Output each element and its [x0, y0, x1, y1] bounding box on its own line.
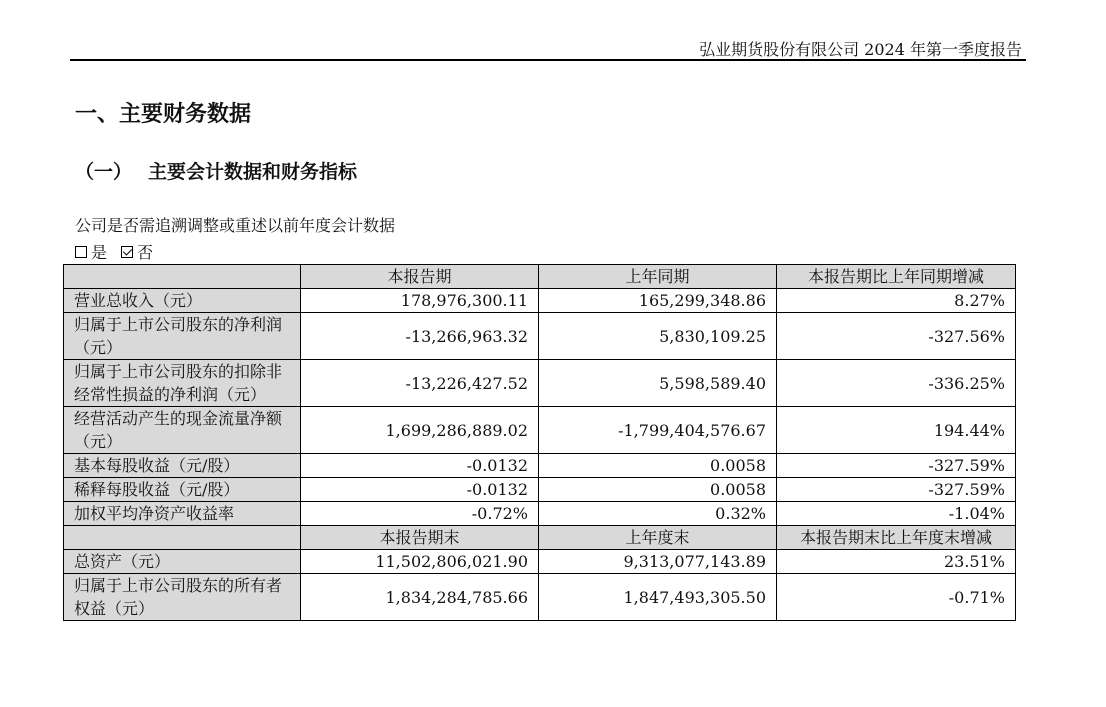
table-row	[64, 313, 1016, 360]
cell-value: 5,598,589.40	[539, 360, 777, 407]
option-no-label: 否	[137, 243, 154, 262]
cell-value: -327.59%	[777, 478, 1016, 502]
cell-value: 23.51%	[777, 550, 1016, 574]
row-label: 归属于上市公司股东的净利润（元）	[64, 313, 301, 360]
row-label: 归属于上市公司股东的所有者权益（元）	[64, 574, 301, 621]
cell-value: -0.72%	[301, 502, 539, 526]
cell-value: 9,313,077,143.89	[539, 550, 777, 574]
cell-value: 1,834,284,785.66	[301, 574, 539, 621]
table-header-cell: 上年度末	[539, 526, 777, 550]
cell-value: -1.04%	[777, 502, 1016, 526]
checkbox-yes[interactable]	[75, 246, 87, 258]
financial-data-table	[63, 264, 1016, 621]
page-header	[70, 33, 1026, 61]
restatement-question: 公司是否需追溯调整或重述以前年度会计数据	[75, 216, 396, 235]
cell-value: 8.27%	[777, 289, 1016, 313]
table-header-row	[64, 526, 1016, 550]
cell-value: -13,266,963.32	[301, 313, 539, 360]
table-header-row	[64, 265, 1016, 289]
table-row	[64, 478, 1016, 502]
option-yes-label: 是	[91, 243, 108, 262]
cell-value: 0.0058	[539, 454, 777, 478]
cell-value: 194.44%	[777, 407, 1016, 454]
cell-value: -0.0132	[301, 478, 539, 502]
cell-value: -13,226,427.52	[301, 360, 539, 407]
cell-value: -1,799,404,576.67	[539, 407, 777, 454]
row-label: 归属于上市公司股东的扣除非经常性损益的净利润（元）	[64, 360, 301, 407]
cell-value: 11,502,806,021.90	[301, 550, 539, 574]
cell-value: 1,699,286,889.02	[301, 407, 539, 454]
cell-value: -327.56%	[777, 313, 1016, 360]
cell-value: -336.25%	[777, 360, 1016, 407]
subsection-title	[75, 157, 357, 184]
table-header-cell: 上年同期	[539, 265, 777, 289]
table-row	[64, 454, 1016, 478]
cell-value: 0.0058	[539, 478, 777, 502]
table-row	[64, 360, 1016, 407]
cell-value: -0.71%	[777, 574, 1016, 621]
row-label: 经营活动产生的现金流量净额（元）	[64, 407, 301, 454]
checkbox-no[interactable]	[121, 246, 133, 258]
cell-value: -327.59%	[777, 454, 1016, 478]
cell-value: 165,299,348.86	[539, 289, 777, 313]
subsection-text: 主要会计数据和财务指标	[148, 161, 358, 183]
table-header-cell: 本报告期末比上年度末增减	[777, 526, 1016, 550]
cell-value: 1,847,493,305.50	[539, 574, 777, 621]
subsection-number: （一）	[75, 161, 133, 183]
row-label: 总资产（元）	[64, 550, 301, 574]
table-row	[64, 289, 1016, 313]
table-header-cell: 本报告期末	[301, 526, 539, 550]
table-row	[64, 574, 1016, 621]
cell-value: -0.0132	[301, 454, 539, 478]
table-header-cell	[64, 265, 301, 289]
table-row	[64, 502, 1016, 526]
table-row	[64, 550, 1016, 574]
row-label: 基本每股收益（元/股）	[64, 454, 301, 478]
report-title: 弘业期货股份有限公司 2024 年第一季度报告	[699, 40, 1022, 59]
row-label: 加权平均净资产收益率	[64, 502, 301, 526]
cell-value: 0.32%	[539, 502, 777, 526]
row-label: 营业总收入（元）	[64, 289, 301, 313]
table-header-cell	[64, 526, 301, 550]
cell-value: 5,830,109.25	[539, 313, 777, 360]
table-header-cell: 本报告期	[301, 265, 539, 289]
table-header-cell: 本报告期比上年同期增减	[777, 265, 1016, 289]
cell-value: 178,976,300.11	[301, 289, 539, 313]
restatement-options	[75, 240, 163, 263]
table-row	[64, 407, 1016, 454]
row-label: 稀释每股收益（元/股）	[64, 478, 301, 502]
section-title: 一、主要财务数据	[75, 102, 252, 127]
